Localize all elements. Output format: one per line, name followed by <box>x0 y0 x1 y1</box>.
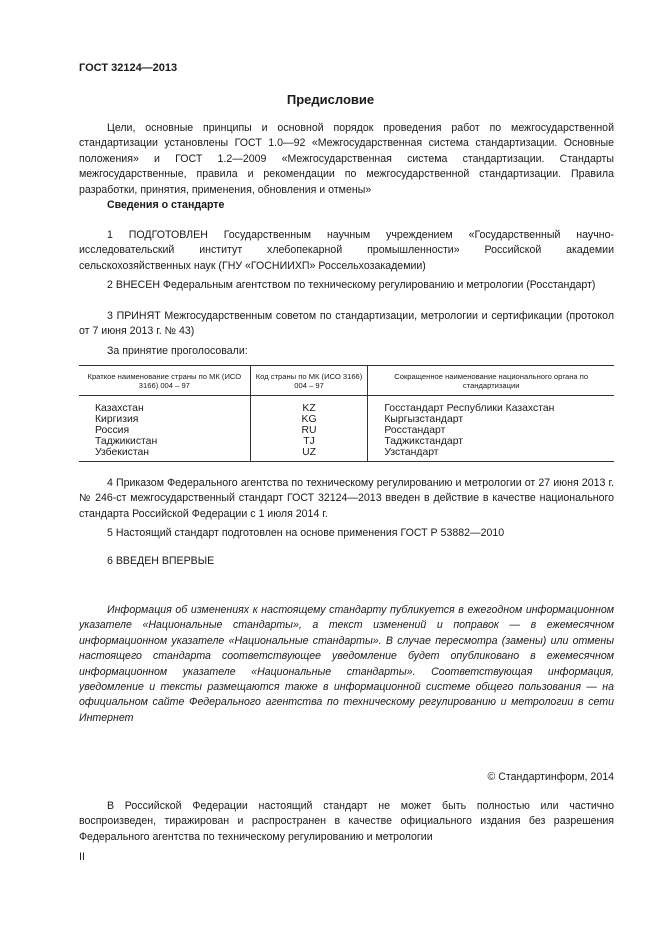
item-based-on: 5 Настоящий стандарт подготовлен на основе применения ГОСТ Р 53882—2010 <box>107 527 505 539</box>
copyright: © Стандартинформ, 2014 <box>487 771 614 783</box>
country-code: KZ <box>250 396 368 415</box>
table-row <box>79 447 614 462</box>
table-header-row <box>79 366 614 396</box>
country-code: TJ <box>250 436 368 447</box>
table-row <box>79 414 614 425</box>
standards-body: Госстандарт Республики Казахстан <box>368 396 614 415</box>
table-row <box>79 396 614 415</box>
country-name: Таджикистан <box>95 436 158 447</box>
country-name: Казахстан <box>95 403 144 414</box>
item-prepared: 1 ПОДГОТОВЛЕН Государственным научным учреждением «Государственный научно-исследовательский институт хлебопекарной промышленности» Российской академии сельскохозяйственных наук (ГНУ «ГОСНИИХП» Россельхозакадемии) <box>79 229 614 272</box>
foreword-intro: Цели, основные принципы и основной порядок проведения работ по межгосударственной стандартизации установлены ГОСТ 1.0—92 «Межгосударственная система стандартизации. Основные положения» и ГОСТ 1.2—2009 «Межгосударственная система стандартизации. Стандарты межгосударственные, правила и рекомендации по межгосударственной стандартизации. Правила разработки, принятия, применения, обновления и отмены» <box>79 122 614 196</box>
item-enacted: 4 Приказом Федерального агентства по техническому регулированию и метрологии от 27 июня 2013 г. № 246-ст межгосударственный стандарт ГОСТ 32124—2013 введен в действие в качестве национального стандарта Российской Федерации с 1 июля 2014 г. <box>79 477 614 520</box>
country-name: Россия <box>95 425 130 436</box>
reproduction-notice: В Российской Федерации настоящий стандарт не может быть полностью или частично воспроизведен, тиражирован и распространен в качестве официального издания без разрешения Федерального агентства по техническому регулированию и метрологии <box>79 800 614 843</box>
table-header-code: Код страны по МК (ИСО 3166) 004 – 97 <box>250 366 368 396</box>
countries-table <box>79 365 614 462</box>
country-code: UZ <box>250 447 368 462</box>
voted-label: За принятие проголосовали: <box>107 345 248 357</box>
standards-body: Узстандарт <box>368 447 614 462</box>
country-name: Киргизия <box>95 414 139 425</box>
table-row <box>79 425 614 436</box>
page-number: II <box>79 851 85 863</box>
table-header-body: Сокращенное наименование национального органа по стандартизации <box>368 366 614 396</box>
foreword-title: Предисловие <box>286 92 375 107</box>
table-row <box>79 436 614 447</box>
standards-body: Росстандарт <box>368 425 614 436</box>
section-heading: Сведения о стандарте <box>107 199 225 211</box>
country-code: RU <box>250 425 368 436</box>
table-header-country: Краткое наименование страны по МК (ИСО 3166) 004 – 97 <box>79 366 250 396</box>
item-adopted: 3 ПРИНЯТ Межгосударственным советом по стандартизации, метрологии и сертификации (протокол от 7 июня 2013 г. № 43) <box>79 310 614 338</box>
document-code: ГОСТ 32124—2013 <box>79 62 178 74</box>
info-note: Информация об изменениях к настоящему стандарту публикуется в ежегодном информационном указателе «Национальные стандарты», а текст изменений и поправок — в ежемесячном информационном указателе «Национальные стандарты». В случае пересмотра (замены) или отмены настоящего стандарта соответствующее уведомление будет опубликовано в ежемесячном информационном указателе «Национальные стандарты». Соответствующая информация, уведомление и тексты размещаются также в информационной системе общего пользования — на официальном сайте Федерального агентства по техническому регулированию и метрологии в сети Интернет <box>79 604 614 724</box>
country-code: KG <box>250 414 368 425</box>
standards-body: Кыргызстандарт <box>368 414 614 425</box>
item-submitted: 2 ВНЕСЕН Федеральным агентством по техническому регулированию и метрологии (Росстандарт) <box>107 279 596 291</box>
standards-body: Таджикстандарт <box>368 436 614 447</box>
item-introduced: 6 ВВЕДЕН ВПЕРВЫЕ <box>107 555 215 567</box>
country-name: Узбекистан <box>79 447 250 462</box>
